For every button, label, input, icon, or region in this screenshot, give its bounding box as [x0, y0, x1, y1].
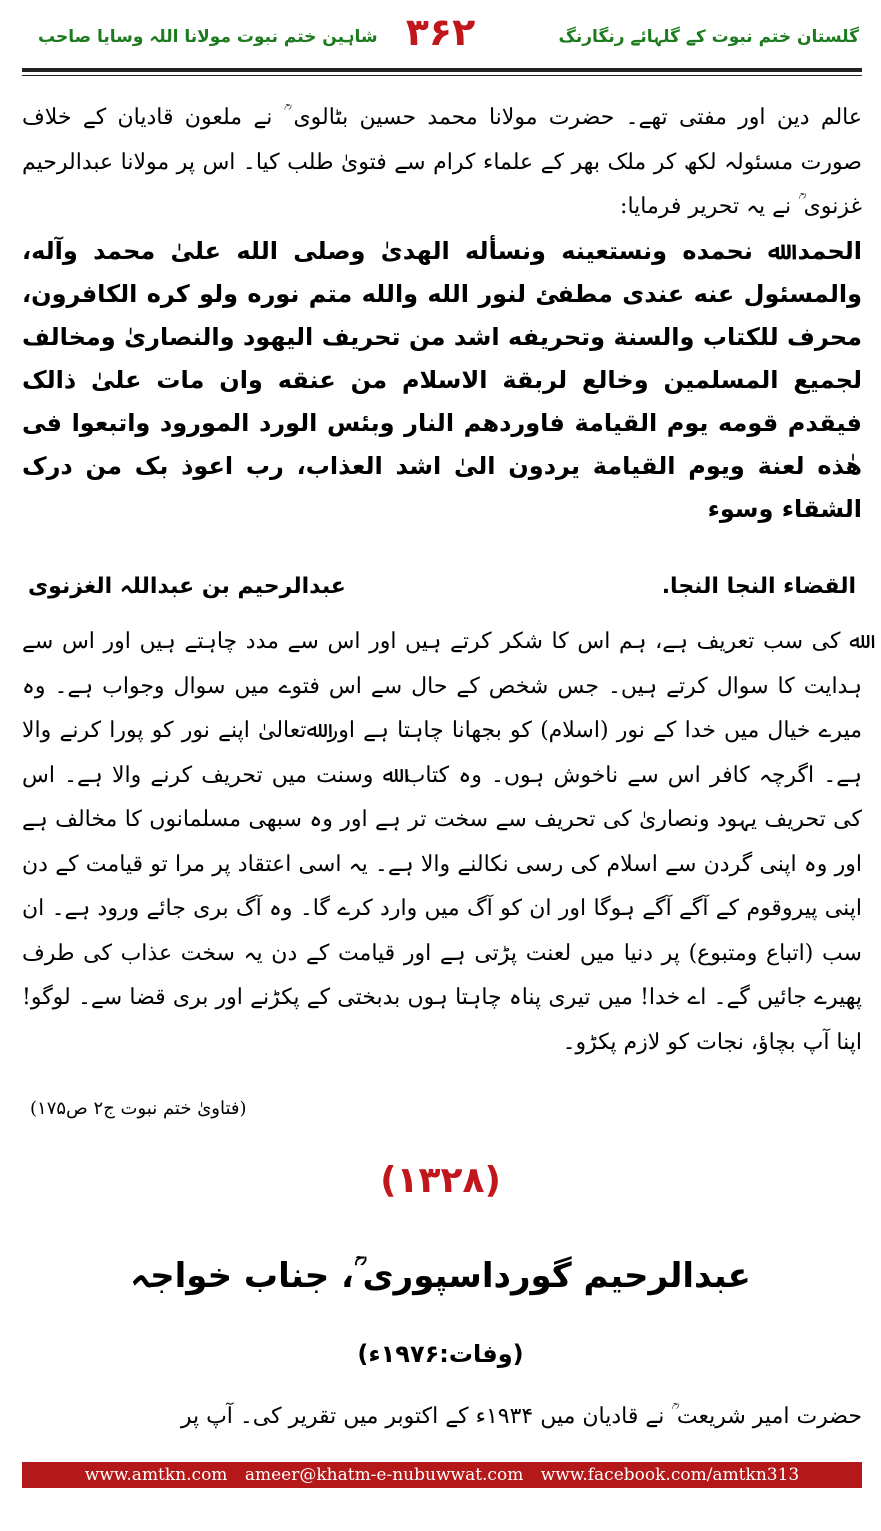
entry-title: عبدالرحیم گورداسپوری ؒ، جناب خواجہ [130, 1256, 751, 1296]
header-left-title: شاہین ختم نبوت مولانا اللہ وسایا صاحب [38, 27, 378, 47]
fatwa-closing-row [22, 574, 862, 614]
arabic-fatwa-text: الحمد ﷲ نحمده ونستعينه ونسأله الهدىٰ وصلى الله علىٰ محمد وآله، والمسئول عنه عندى مطفئ لنور الله والله متم نوره ولو كره الكافرون، محرف للكتاب والسنة وتحريفه اشد من تحريف اليهود والنصارىٰ ومخالف لجميع المسلمين وخالع لربقة الاسلام من عنقه وان مات علىٰ ذالک فيقدم قومه يوم القيامة فاوردهم النار وبئس الورد المورود واتبعوا فى هٰذه لعنة ويوم القيامة يردون الىٰ اشد العذاب، رب اعوذ بک من درک الشقاء وسوء [22, 237, 862, 523]
page-number: ۳۶۲ [405, 10, 476, 54]
header-rule-thick [22, 68, 862, 72]
header-rule-thin [22, 75, 862, 76]
source-reference: (فتاویٰ ختم نبوت ج۲ ص۱۷۵) [30, 1098, 247, 1119]
fatwa-signature: عبدالرحیم بن عبداللہ الغزنوی [28, 574, 346, 599]
arabic-fatwa-end: القضاء النجا النجا. [661, 574, 856, 599]
header-right-title: گلستان ختم نبوت کے گلہائے رنگارنگ [558, 27, 859, 47]
entry-paragraph: حضرت امیر شریعت ؒ نے قادیان میں ۱۹۳۴ء کے اکتوبر میں تقریر کی۔ آپ پر [180, 1404, 862, 1429]
intro-paragraph: عالم دین اور مفتی تھے۔ حضرت مولانا محمد حسین بٹالوی ؒ نے ملعون قادیان کے خلاف صورت مسئولہ لکھ کر ملک بھر کے علماء کرام سے فتویٰ طلب کیا۔ اس پر مولانا عبدالرحیم غزنوی ؒ نے یہ تحریر فرمایا: [22, 105, 862, 219]
footer-bar [22, 1462, 862, 1488]
page-header [0, 0, 881, 70]
footer-website-link[interactable]: www.amtkn.com [84, 1465, 228, 1485]
footer-email-link[interactable]: ameer@khatm-e-nubuwwat.com [244, 1465, 524, 1485]
translation-paragraph: ﷲ کی سب تعریف ہے، ہم اس کا شکر کرتے ہیں اور اس سے مدد چاہتے ہیں اور اس سے ہدایت کا سوال کرتے ہیں۔ جس شخص کے حال سے اس فتوے میں سوال وجواب ہے۔ وہ میرے خیال میں خدا کے نور (اسلام) کو بجھانا چاہتا ہے اور ﷲتعالیٰ اپنے نور کو پورا کرنے والا ہے۔ اگرچہ کافر اس سے ناخوش ہوں۔ وہ کتاب ﷲ وسنت میں تحریف کرنے والا ہے۔ اس کی تحریف یہود ونصاریٰ کی تحریف سے سخت تر ہے اور وہ سبھی مسلمانوں کا مخالف ہے اور وہ اپنی گردن سے اسلام کی رسی نکالنے والا ہے۔ یہ اسی اعتقاد پر مرا تو قیامت کے دن اپنی پیروقوم کے آگے آگے ہوگا اور ان کو آگ میں وارد کرے گا۔ وہ آگ بری جائے ورود ہے۔ ان سب (اتباع ومتبوع) پر دنیا میں لعنت پڑتی ہے اور قیامت کے دن یہ سخت عذاب کی طرف پھیرے جائیں گے۔ اے خدا! میں تیری پناہ چاہتا ہوں بدبختی کے پکڑنے اور بری قضا سے۔ لوگو! اپنا آپ بچاؤ، نجات کو لازم پکڑو۔ [22, 629, 862, 1055]
entry-number: (۱۳۲۸) [380, 1160, 501, 1201]
entry-death-date: (وفات:۱۹۷۶ء) [357, 1340, 524, 1368]
footer-facebook-link[interactable]: www.facebook.com/amtkn313 [540, 1465, 800, 1485]
